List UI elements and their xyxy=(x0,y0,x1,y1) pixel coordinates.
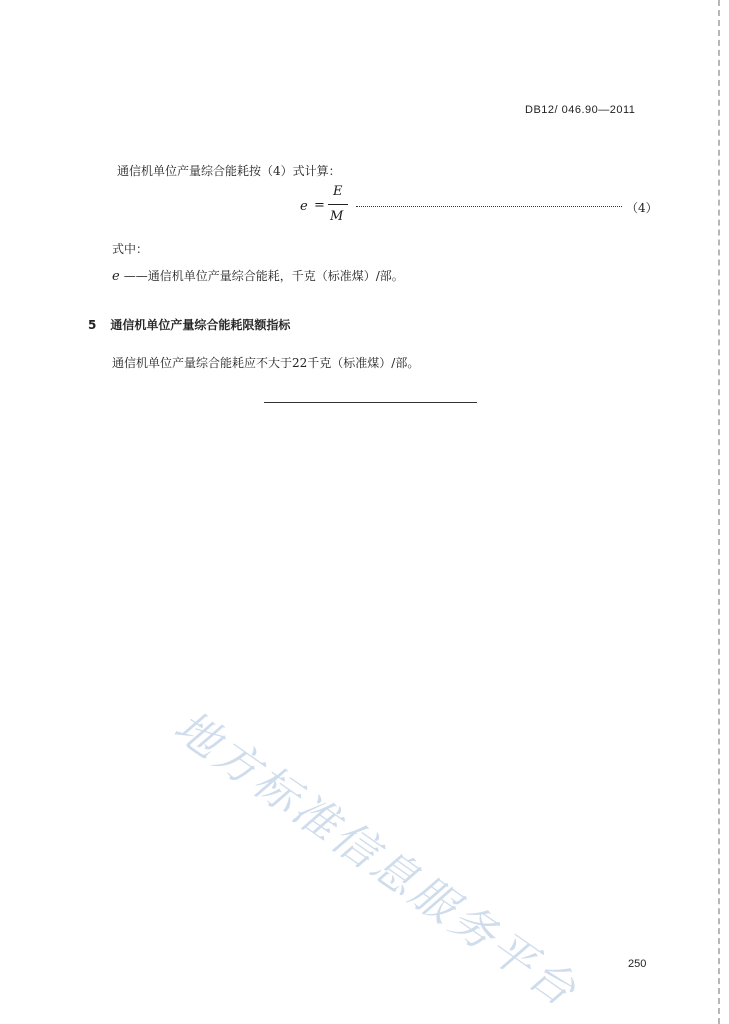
formula-equals: = xyxy=(314,198,325,213)
intro-text: 通信机单位产量综合能耗按（4）式计算： xyxy=(117,164,341,178)
requirement-text: 通信机单位产量综合能耗应不大于22千克（标准煤）/部。 xyxy=(112,356,420,370)
equation-number: （4） xyxy=(626,201,658,215)
end-of-standard-rule xyxy=(264,402,477,403)
section-heading xyxy=(88,316,290,333)
scan-edge-divider xyxy=(718,0,720,1024)
formula-variable: e xyxy=(300,199,308,214)
watermark: 地方标准信息服务平台 xyxy=(164,700,588,1018)
page-number: 250 xyxy=(628,958,647,970)
standard-code-header: DB12/ 046.90—2011 xyxy=(525,104,636,116)
section-title: 通信机单位产量综合能耗限额指标 xyxy=(110,318,291,332)
section-number: 5 xyxy=(88,318,97,332)
leader-dots xyxy=(356,206,622,207)
formula-numerator: E xyxy=(333,184,343,199)
formula-denominator: M xyxy=(330,209,344,224)
definition-symbol: e xyxy=(112,269,120,284)
where-label: 式中： xyxy=(112,242,149,256)
definition-text: ——通信机单位产量综合能耗，千克（标准煤）/部。 xyxy=(123,269,404,283)
fraction-bar xyxy=(328,204,348,205)
formula-4 xyxy=(300,182,660,228)
variable-definition xyxy=(112,267,404,284)
